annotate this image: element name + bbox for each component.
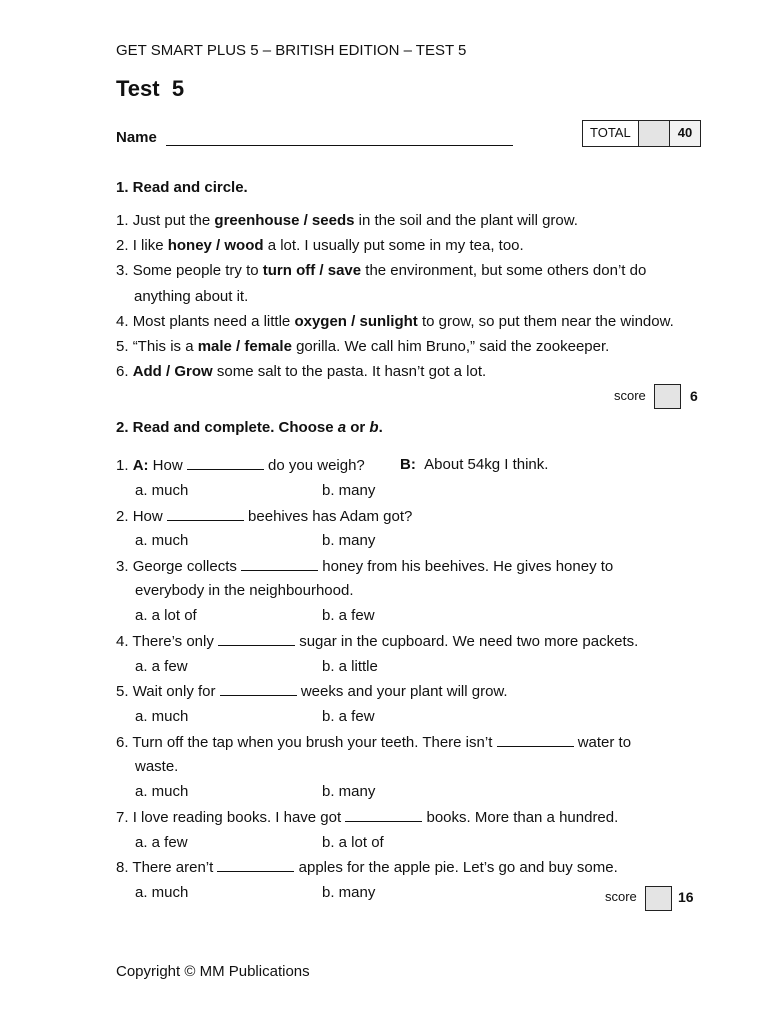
item-text-after: books. More than a hundred. <box>422 809 619 826</box>
s1-item-2 <box>116 237 524 255</box>
item-text-after: in the soil and the plant will grow. <box>354 212 578 229</box>
item-number: 6. <box>116 363 129 380</box>
s1-item-5 <box>116 338 609 356</box>
item-text-before: Turn off the tap when you brush your teeth. There isn’t <box>132 734 497 751</box>
total-score-field <box>639 121 670 146</box>
item-text-after: to grow, so put them near the window. <box>417 313 674 330</box>
section1-score-label: score <box>614 388 646 403</box>
section1-score-box <box>654 384 681 409</box>
item-text-after: some salt to the pasta. It hasn’t got a lot. <box>212 363 487 380</box>
reply-text: About 54kg I think. <box>424 456 549 473</box>
s1-item-3 <box>116 262 646 280</box>
item-text-before: “This is a <box>132 338 198 355</box>
series-header: GET SMART PLUS 5 – BRITISH EDITION – TEST 5 <box>116 42 467 59</box>
answer-blank <box>187 456 264 470</box>
item-text-before: Wait only for <box>132 683 220 700</box>
s2-item-3-continuation: everybody in the neighbourhood. <box>135 582 354 599</box>
item-text-before: Most plants need a little <box>132 313 295 330</box>
s2-item-3-option-a: a. a lot of <box>135 607 197 624</box>
page-title: Test 5 <box>116 76 185 101</box>
s2-item-1-option-b: b. many <box>322 482 376 499</box>
name-field-line <box>166 145 513 146</box>
item-number: 8. <box>116 859 129 876</box>
section2-title-end: . <box>378 419 383 436</box>
item-text-before: How <box>132 508 167 525</box>
item-choice: greenhouse / seeds <box>214 212 355 229</box>
s2-item-1 <box>116 456 365 475</box>
s1-item-4 <box>116 313 674 331</box>
item-choice: honey / wood <box>167 237 264 254</box>
s2-item-5 <box>116 682 508 701</box>
answer-blank <box>218 632 295 646</box>
answer-blank <box>217 858 294 872</box>
item-text-after: honey from his beehives. He gives honey to <box>318 558 614 575</box>
s1-item-6 <box>116 363 486 381</box>
item-text-before: I love reading books. I have got <box>132 809 346 826</box>
section2-score-label: score <box>605 889 637 904</box>
name-label: Name <box>116 129 157 146</box>
s2-item-8-option-b: b. many <box>322 884 376 901</box>
item-choice: Add / Grow <box>132 363 213 380</box>
s2-item-4-option-a: a. a few <box>135 658 188 675</box>
item-text-after: sugar in the cupboard. We need two more packets. <box>295 633 639 650</box>
s2-item-6 <box>116 733 631 752</box>
s2-item-1-reply <box>400 456 548 474</box>
answer-blank <box>497 733 574 747</box>
s2-item-1-option-a: a. much <box>135 482 189 499</box>
section2-title-b: b <box>369 419 379 436</box>
copyright-notice: Copyright © MM Publications <box>116 963 310 980</box>
item-text-after: apples for the apple pie. Let’s go and buy some. <box>294 859 618 876</box>
s2-item-4-option-b: b. a little <box>322 658 378 675</box>
item-number: 5. <box>116 683 129 700</box>
item-number: 4. <box>116 313 129 330</box>
item-number: 3. <box>116 262 129 279</box>
item-text-after: a lot. I usually put some in my tea, too. <box>263 237 524 254</box>
s2-item-6-option-a: a. much <box>135 783 189 800</box>
answer-blank <box>220 682 297 696</box>
s2-item-3-option-b: b. a few <box>322 607 375 624</box>
s1-item-1 <box>116 212 578 230</box>
item-text-before: I like <box>132 237 168 254</box>
s2-item-7-option-a: a. a few <box>135 834 188 851</box>
item-number: 1. <box>116 212 129 229</box>
item-text-before: There’s only <box>132 633 219 650</box>
item-text-before: How <box>148 457 187 474</box>
answer-blank <box>167 507 244 521</box>
item-choice: male / female <box>197 338 292 355</box>
s2-item-2-option-b: b. many <box>322 532 376 549</box>
s2-item-3 <box>116 557 613 576</box>
section2-title-a: a <box>337 419 347 436</box>
item-number: 3. <box>116 558 129 575</box>
item-text-before: George collects <box>132 558 242 575</box>
item-number: 1. <box>116 457 129 474</box>
section2-title <box>116 419 383 436</box>
s1-item-3-continuation: anything about it. <box>134 288 249 305</box>
item-number: 4. <box>116 633 129 650</box>
s2-item-7-option-b: b. a lot of <box>322 834 384 851</box>
item-choice: turn off / save <box>262 262 362 279</box>
s2-item-6-option-b: b. many <box>322 783 376 800</box>
s2-item-8-option-a: a. much <box>135 884 189 901</box>
total-score-box <box>582 120 701 147</box>
item-text-after: gorilla. We call him Bruno,” said the zookeeper. <box>291 338 610 355</box>
item-text-before: Just put the <box>132 212 215 229</box>
s2-item-4 <box>116 632 638 651</box>
s2-item-7 <box>116 808 618 827</box>
item-text-after: beehives has Adam got? <box>243 508 413 525</box>
item-number: 6. <box>116 734 129 751</box>
item-number: 7. <box>116 809 129 826</box>
section2-score-box <box>645 886 672 911</box>
s2-item-2 <box>116 507 412 526</box>
section1-score-max: 6 <box>690 388 698 404</box>
item-text-after: weeks and your plant will grow. <box>296 683 508 700</box>
item-text-after: the environment, but some others don’t do <box>361 262 647 279</box>
answer-blank <box>345 808 422 822</box>
answer-blank <box>241 557 318 571</box>
s2-item-8 <box>116 858 618 877</box>
section2-title-prefix: 2. Read and complete. Choose <box>116 419 338 436</box>
total-max-value: 40 <box>670 121 700 146</box>
item-text-after: water to <box>573 734 632 751</box>
item-text-after: do you weigh? <box>263 457 365 474</box>
s2-item-5-option-a: a. much <box>135 708 189 725</box>
item-text-before: There aren’t <box>132 859 218 876</box>
item-number: 2. <box>116 508 129 525</box>
item-text-before: Some people try to <box>132 262 263 279</box>
total-label: TOTAL <box>583 121 639 146</box>
s2-item-2-option-a: a. much <box>135 532 189 549</box>
section2-title-or: or <box>346 419 370 436</box>
section2-score-max: 16 <box>678 889 694 905</box>
item-number: 2. <box>116 237 129 254</box>
item-choice: oxygen / sunlight <box>294 313 418 330</box>
section1-title: 1. Read and circle. <box>116 179 248 196</box>
s2-item-5-option-b: b. a few <box>322 708 375 725</box>
s2-item-6-continuation: waste. <box>135 758 179 775</box>
item-number: 5. <box>116 338 129 355</box>
speaker-a: A: <box>132 457 149 474</box>
speaker-b: B: <box>400 456 416 473</box>
